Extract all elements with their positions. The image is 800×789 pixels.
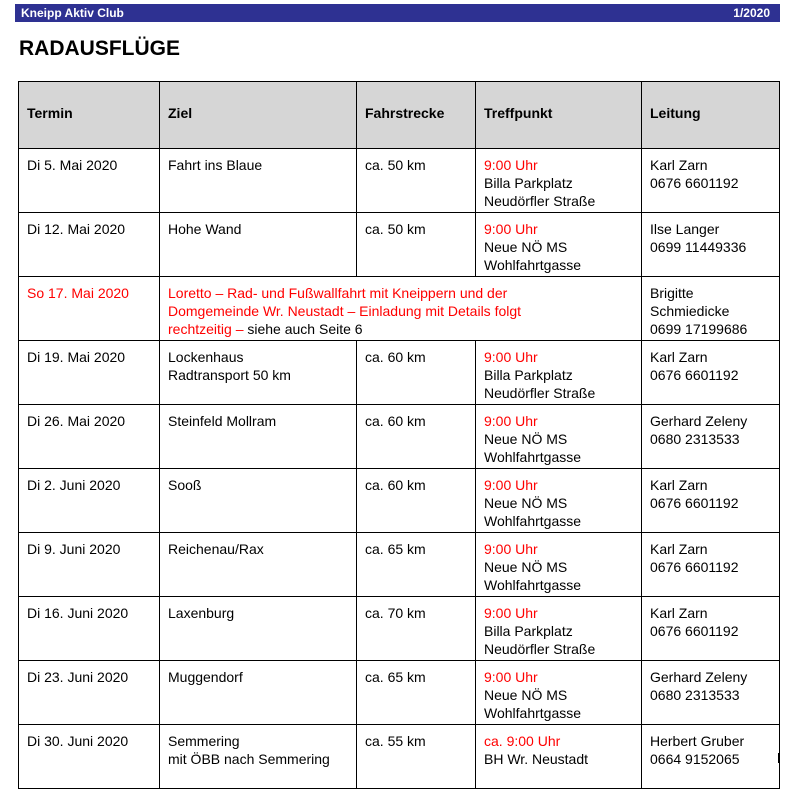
fahrstrecke-value: ca. 65 km [365, 669, 426, 685]
ziel-cell [160, 405, 357, 469]
treffpunkt-place: Wohlfahrtgasse [484, 577, 582, 593]
column-header-fahrstrecke: Fahrstrecke [357, 82, 476, 149]
fahrstrecke-value: ca. 55 km [365, 733, 426, 749]
table-row [19, 341, 780, 405]
fahrstrecke-cell [357, 597, 476, 661]
leitung-line: Gerhard Zeleny [650, 413, 748, 429]
treffpunkt-time: 9:00 Uhr [484, 541, 538, 557]
treffpunkt-cell [476, 149, 642, 213]
leitung-line: 0676 6601192 [650, 367, 739, 383]
treffpunkt-time: 9:00 Uhr [484, 413, 538, 429]
ziel-line: mit ÖBB nach Semmering [168, 751, 330, 767]
ziel-line: Radtransport 50 km [168, 367, 291, 383]
header-bar [15, 4, 780, 22]
ziel-cell [160, 149, 357, 213]
table-row [19, 533, 780, 597]
special-note-line: Domgemeinde Wr. Neustadt – Einladung mit Details folgt [168, 303, 522, 319]
termin-date: Di 30. Juni 2020 [27, 733, 129, 749]
leitung-line: 0699 11449336 [650, 239, 747, 255]
schedule-table [18, 81, 780, 789]
fahrstrecke-value: ca. 65 km [365, 541, 426, 557]
column-header-treffpunkt: Treffpunkt [476, 82, 642, 149]
treffpunkt-cell [476, 405, 642, 469]
special-note-ref: siehe auch Seite 6 [243, 321, 363, 337]
ziel-line: Steinfeld Mollram [168, 413, 277, 429]
treffpunkt-place: Wohlfahrtgasse [484, 705, 582, 721]
fahrstrecke-value: ca. 70 km [365, 605, 426, 621]
page-title: RADAUSFLÜGE [19, 37, 180, 60]
termin-cell [19, 661, 160, 725]
leitung-cell [642, 597, 780, 661]
termin-date: So 17. Mai 2020 [27, 285, 129, 301]
ziel-line: Lockenhaus [168, 349, 244, 365]
termin-cell [19, 277, 160, 341]
termin-date: Di 2. Juni 2020 [27, 477, 121, 493]
treffpunkt-place: Neue NÖ MS [484, 687, 568, 703]
leitung-line: Gerhard Zeleny [650, 669, 748, 685]
fahrstrecke-cell [357, 469, 476, 533]
leitung-line: 0664 9152065 [650, 751, 740, 767]
leitung-cell [642, 661, 780, 725]
fahrstrecke-cell [357, 661, 476, 725]
leitung-line: 0676 6601192 [650, 175, 739, 191]
ziel-line: Fahrt ins Blaue [168, 157, 263, 173]
table-row [19, 597, 780, 661]
ziel-cell [160, 469, 357, 533]
table-row [19, 405, 780, 469]
termin-date: Di 16. Juni 2020 [27, 605, 129, 621]
termin-date: Di 19. Mai 2020 [27, 349, 126, 365]
ziel-line: Semmering [168, 733, 240, 749]
termin-date: Di 12. Mai 2020 [27, 221, 126, 237]
table-row [19, 149, 780, 213]
leitung-cell [642, 341, 780, 405]
fahrstrecke-value: ca. 50 km [365, 221, 426, 237]
treffpunkt-place: Neue NÖ MS [484, 431, 568, 447]
treffpunkt-time: 9:00 Uhr [484, 221, 538, 237]
leitung-line: Karl Zarn [650, 477, 708, 493]
treffpunkt-place: Billa Parkplatz [484, 175, 573, 191]
leitung-cell [642, 469, 780, 533]
leitung-line: Brigitte [650, 285, 694, 301]
treffpunkt-place: Neue NÖ MS [484, 495, 568, 511]
termin-date: Di 9. Juni 2020 [27, 541, 121, 557]
fahrstrecke-cell [357, 149, 476, 213]
termin-date: Di 23. Juni 2020 [27, 669, 129, 685]
ziel-cell [160, 661, 357, 725]
fahrstrecke-cell [357, 405, 476, 469]
fahrstrecke-cell [357, 341, 476, 405]
treffpunkt-place: Billa Parkplatz [484, 367, 573, 383]
leitung-line: 0676 6601192 [650, 623, 739, 639]
special-note-line: rechtzeitig – [168, 321, 244, 337]
leitung-line: Karl Zarn [650, 541, 708, 557]
termin-date: Di 5. Mai 2020 [27, 157, 118, 173]
leitung-line: Karl Zarn [650, 605, 708, 621]
fahrstrecke-cell [357, 213, 476, 277]
treffpunkt-place: Neue NÖ MS [484, 239, 568, 255]
table-header-row [19, 82, 780, 149]
termin-cell [19, 469, 160, 533]
treffpunkt-place: BH Wr. Neustadt [484, 751, 589, 767]
leitung-line: 0699 17199686 [650, 321, 748, 337]
treffpunkt-time: 9:00 Uhr [484, 477, 538, 493]
treffpunkt-cell [476, 213, 642, 277]
treffpunkt-place: Neudörfler Straße [484, 385, 596, 401]
leitung-line: Herbert Gruber [650, 733, 745, 749]
treffpunkt-place: Neudörfler Straße [484, 193, 596, 209]
termin-date: Di 26. Mai 2020 [27, 413, 126, 429]
leitung-line: Schmiedicke [650, 303, 730, 319]
leitung-cell [642, 213, 780, 277]
treffpunkt-place: Billa Parkplatz [484, 623, 573, 639]
treffpunkt-place: Neudörfler Straße [484, 641, 596, 657]
ziel-cell [160, 597, 357, 661]
treffpunkt-place: Neue NÖ MS [484, 559, 568, 575]
ziel-cell [160, 341, 357, 405]
treffpunkt-time: ca. 9:00 Uhr [484, 733, 561, 749]
table-continuation [18, 753, 779, 763]
termin-cell [19, 405, 160, 469]
ziel-line: Muggendorf [168, 669, 243, 685]
treffpunkt-place: Wohlfahrtgasse [484, 449, 582, 465]
leitung-cell [642, 277, 780, 341]
termin-cell [19, 597, 160, 661]
leitung-line: 0680 2313533 [650, 687, 740, 703]
issue-number: 1/2020 [733, 6, 770, 20]
fahrstrecke-value: ca. 60 km [365, 413, 426, 429]
table-row [19, 469, 780, 533]
treffpunkt-time: 9:00 Uhr [484, 669, 538, 685]
table-row [19, 213, 780, 277]
termin-cell [19, 533, 160, 597]
treffpunkt-place: Wohlfahrtgasse [484, 257, 582, 273]
ziel-cell [160, 213, 357, 277]
leitung-line: 0676 6601192 [650, 559, 739, 575]
table-row [19, 277, 780, 341]
termin-cell [19, 341, 160, 405]
treffpunkt-place: Wohlfahrtgasse [484, 513, 582, 529]
special-note-cell [160, 277, 642, 341]
treffpunkt-cell [476, 661, 642, 725]
termin-cell [19, 213, 160, 277]
fahrstrecke-value: ca. 50 km [365, 157, 426, 173]
treffpunkt-cell [476, 533, 642, 597]
leitung-cell [642, 533, 780, 597]
leitung-line: 0676 6601192 [650, 495, 739, 511]
leitung-line: Karl Zarn [650, 157, 708, 173]
leitung-cell [642, 405, 780, 469]
leitung-cell [642, 149, 780, 213]
ziel-line: Sooß [168, 477, 202, 493]
column-header-termin: Termin [19, 82, 160, 149]
ziel-cell [160, 533, 357, 597]
ziel-line: Hohe Wand [168, 221, 242, 237]
treffpunkt-time: 9:00 Uhr [484, 349, 538, 365]
treffpunkt-time: 9:00 Uhr [484, 157, 538, 173]
fahrstrecke-value: ca. 60 km [365, 349, 426, 365]
termin-cell [19, 149, 160, 213]
fahrstrecke-value: ca. 60 km [365, 477, 426, 493]
column-header-leitung: Leitung [642, 82, 780, 149]
column-header-ziel: Ziel [160, 82, 357, 149]
club-name: Kneipp Aktiv Club [21, 6, 124, 20]
leitung-line: Karl Zarn [650, 349, 708, 365]
ziel-line: Reichenau/Rax [168, 541, 264, 557]
fahrstrecke-cell [357, 533, 476, 597]
special-note-line: Loretto – Rad- und Fußwallfahrt mit Kneippern und der [168, 285, 508, 301]
leitung-line: 0680 2313533 [650, 431, 740, 447]
treffpunkt-time: 9:00 Uhr [484, 605, 538, 621]
table-row [19, 661, 780, 725]
treffpunkt-cell [476, 469, 642, 533]
treffpunkt-cell [476, 341, 642, 405]
ziel-line: Laxenburg [168, 605, 235, 621]
treffpunkt-cell [476, 597, 642, 661]
leitung-line: Ilse Langer [650, 221, 720, 237]
